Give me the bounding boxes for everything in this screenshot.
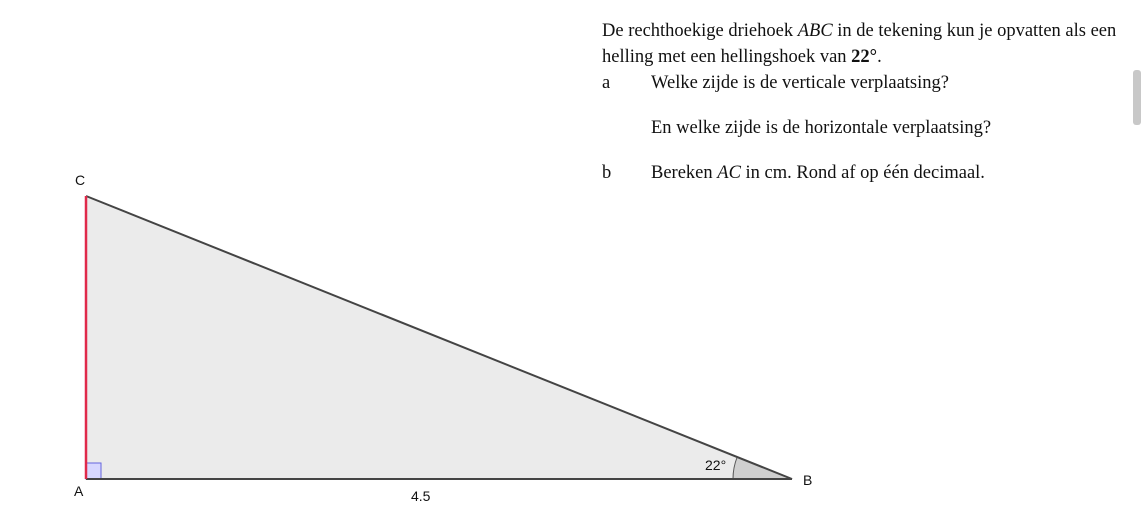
question-b-text-2: in cm. Rond af op één decimaal.	[740, 163, 985, 183]
intro-text-2: in de tekening kun je opvatten als een helling met een hellingshoek van	[602, 21, 1117, 67]
side-ab-length-label: 4.5	[411, 488, 431, 504]
vertex-label-b: B	[803, 472, 813, 488]
question-a	[602, 70, 1132, 96]
right-angle-marker[interactable]	[86, 463, 101, 479]
vertical-scrollbar[interactable]	[1133, 70, 1141, 125]
question-a-part-2	[602, 115, 1132, 141]
slope-angle-value: 22°	[851, 47, 878, 67]
triangle-name: ABC	[797, 21, 833, 41]
question-text	[602, 18, 1132, 205]
question-b-text	[651, 160, 1132, 186]
question-a-letter: a	[602, 73, 611, 93]
intro-paragraph	[602, 18, 1132, 70]
intro-text-1: De rechthoekige driehoek	[602, 21, 798, 41]
question-b-letter: b	[602, 163, 612, 183]
question-a-line-2: En welke zijde is de horizontale verplaatsing?	[651, 118, 992, 138]
vertex-label-c: C	[75, 172, 86, 188]
question-a-line-1: Welke zijde is de verticale verplaatsing?	[651, 73, 949, 93]
vertex-label-a: A	[74, 483, 84, 499]
question-b-text-1: Bereken	[651, 163, 718, 183]
question-b	[602, 160, 1132, 186]
intro-end: .	[877, 47, 882, 67]
angle-label-b: 22°	[705, 457, 727, 473]
side-ac-name: AC	[717, 163, 741, 183]
